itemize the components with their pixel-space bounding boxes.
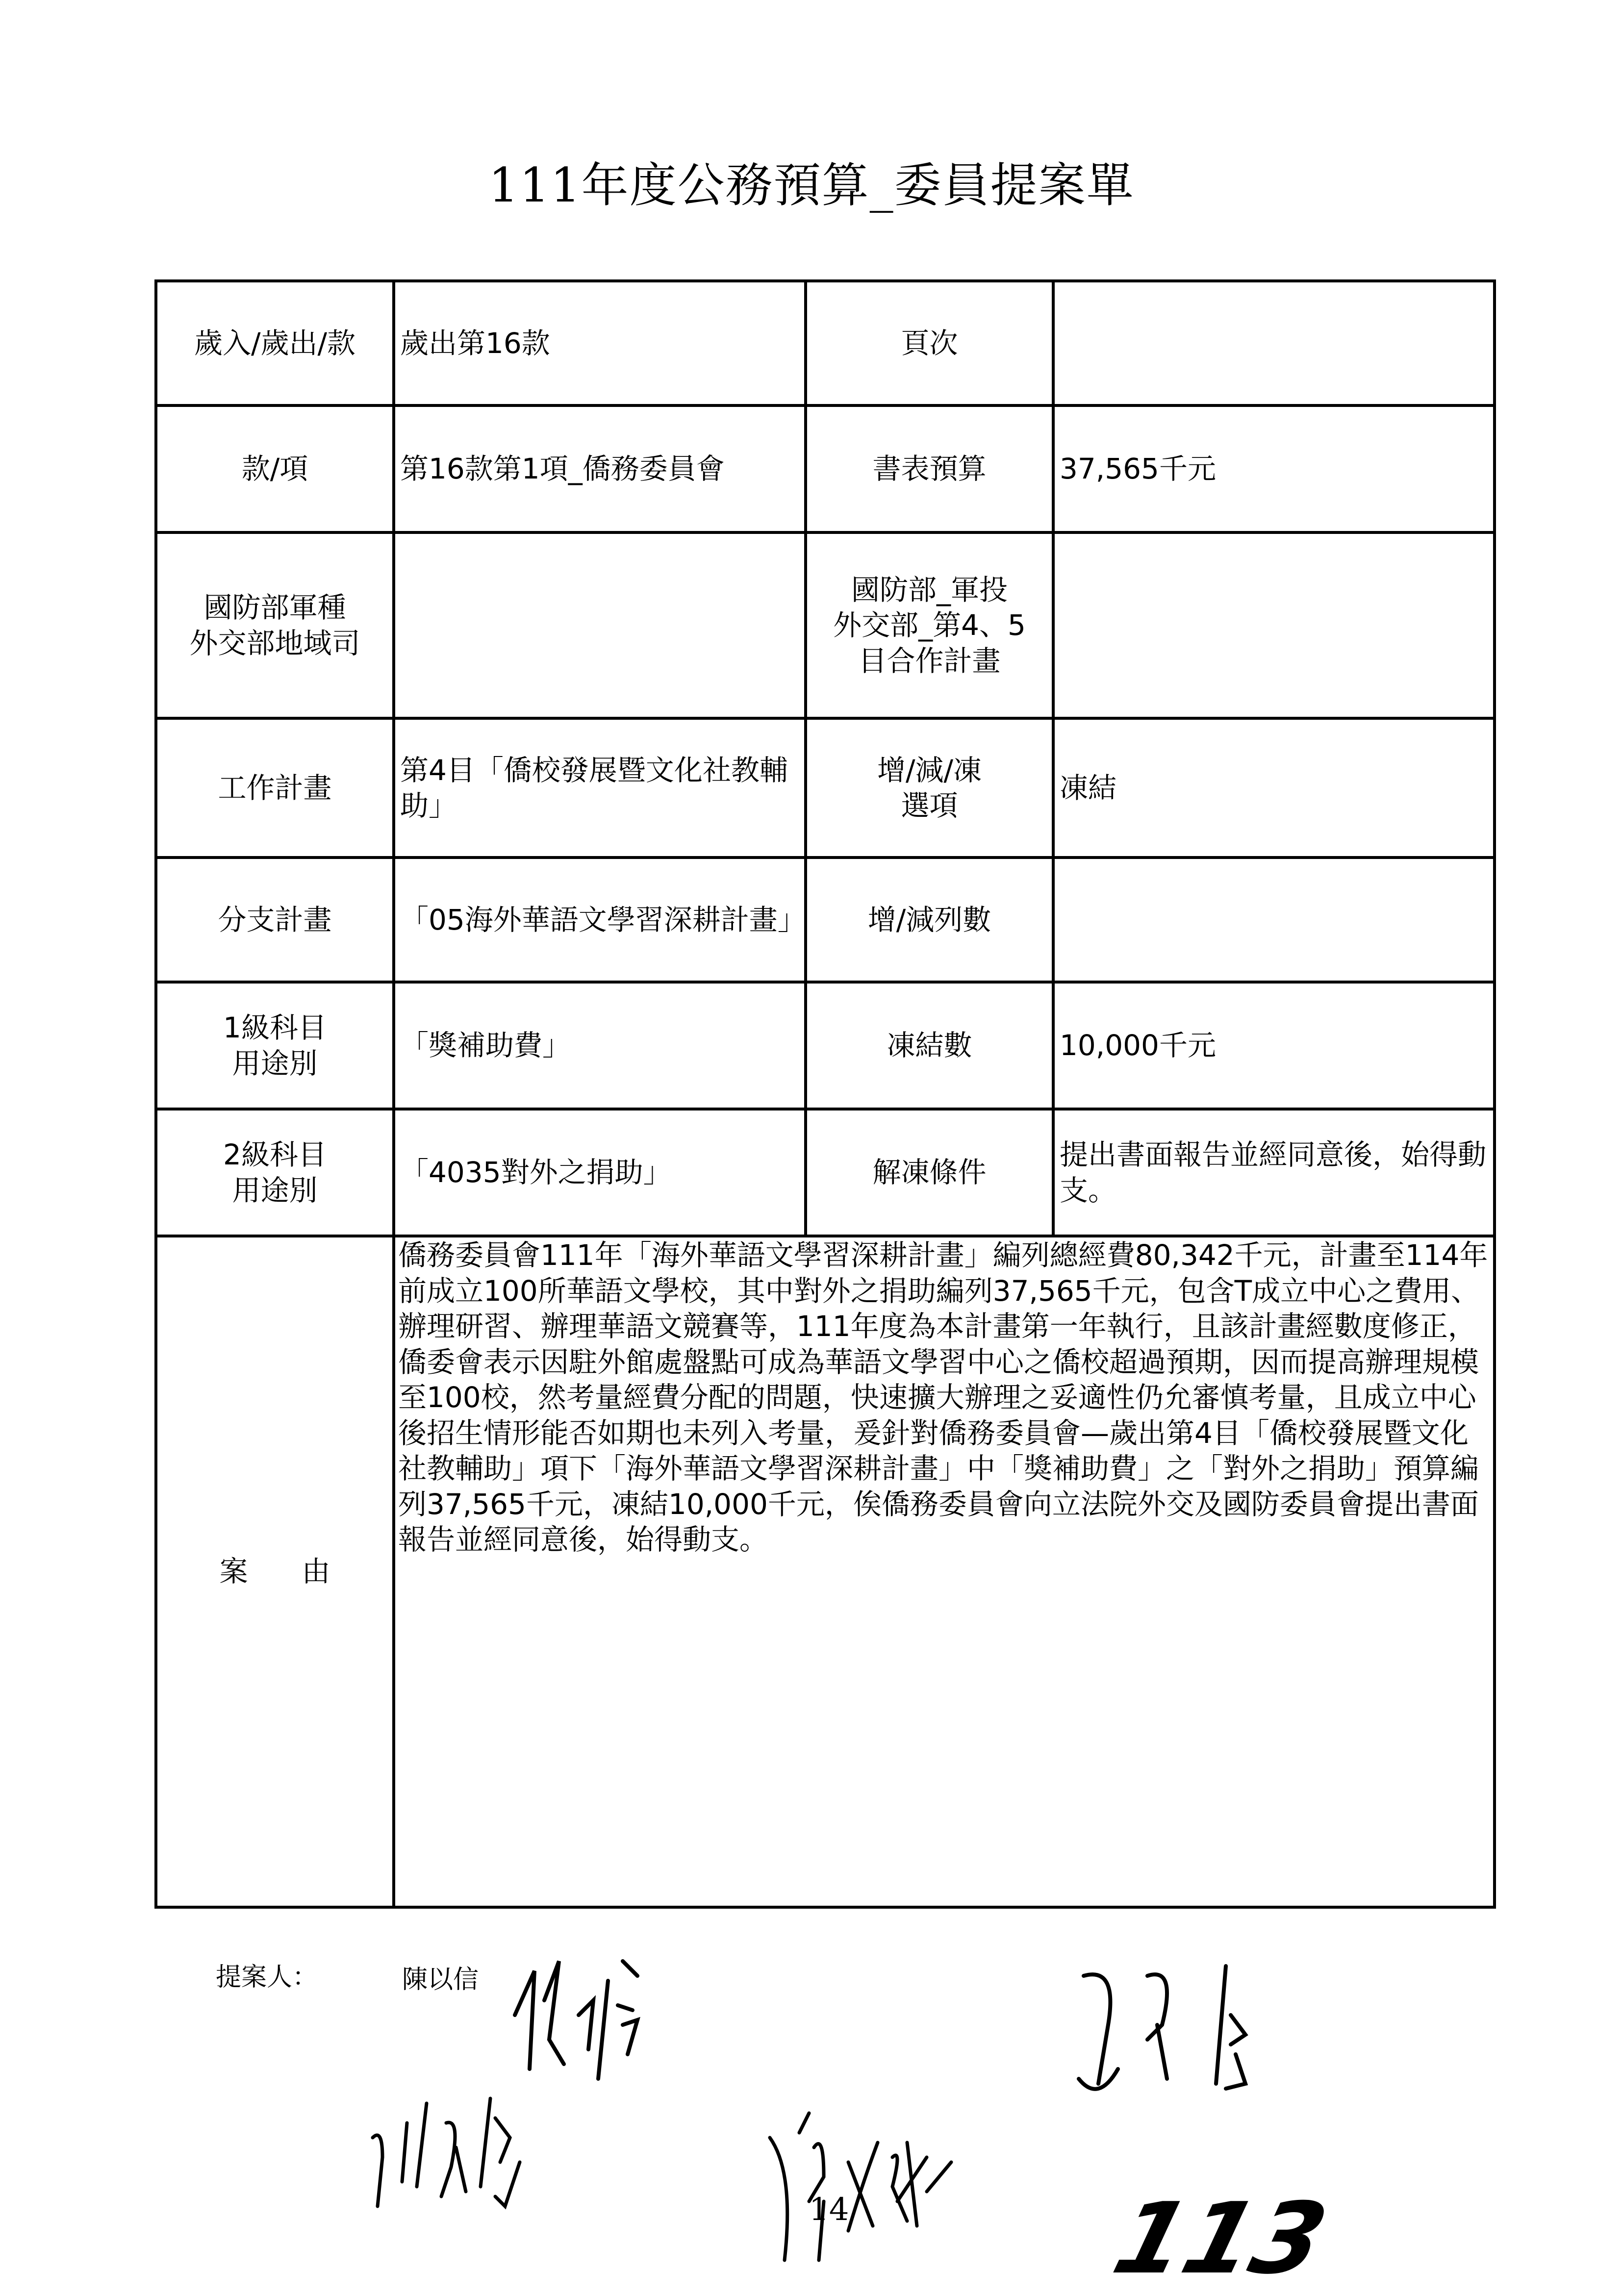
field-value [1053,281,1495,405]
field-label: 書表預算 [806,405,1053,532]
field-label: 增/減列數 [806,858,1053,982]
field-label: 工作計畫 [156,718,394,858]
proposer-name: 陳以信 [402,1965,479,1994]
table-row [156,858,1495,982]
table-row-reason [156,1236,1495,1907]
signature-2-strokes [1069,1956,1324,2103]
field-value: 10,000千元 [1053,982,1495,1109]
field-label: 頁次 [806,281,1053,405]
field-label: 解凍條件 [806,1109,1053,1236]
field-label: 款/項 [156,405,394,532]
table-row [156,718,1495,858]
field-label: 國防部軍種 外交部地域司 [156,532,394,718]
field-value: 第4目「僑校發展暨文化社教輔助」 [394,718,806,858]
table-row [156,1109,1495,1236]
signature-2 [1069,1956,1324,2105]
field-label: 歲入/歲出/款 [156,281,394,405]
signature-1 [500,1942,819,2091]
field-label: 國防部_軍投 外交部_第4、5 目合作計畫 [806,532,1053,718]
field-value: 凍結 [1053,718,1495,858]
field-value [1053,532,1495,718]
handwritten-number: 113 [1102,2182,1338,2296]
reason-text: 僑務委員會111年「海外華語文學習深耕計畫」編列總經費80,342千元，計畫至114年前成立100所華語文學校，其中對外之捐助編列37,565千元，包含T成立中心之費用、辦理研習、辦理華語文競賽等，111年度為本計畫第一年執行，且該計畫經數度修正，僑委會表示因駐外館處盤點可成為華語文學習中心之僑校超過預期，因而提高辦理規模至100校，然考量經費分配的問題，快速擴大辦理之妥適性仍允審慎考量，且成立中心後招生情形能否如期也未列入考量，爰針對僑務委員會—歲出第4目「僑校發展暨文化社教輔助」項下「海外華語文學習深耕計畫」中「獎補助費」之「對外之捐助」預算編列37,565千元，凍結10,000千元，俟僑務委員會向立法院外交及國防委員會提出書面報告並經同意後，始得動支。 [394,1236,1495,1907]
field-label: 增/減/凍 選項 [806,718,1053,858]
signature-4-strokes [765,2103,1108,2270]
field-value: 第16款第1項_僑務委員會 [394,405,806,532]
field-label: 分支計畫 [156,858,394,982]
table-row [156,281,1495,405]
table-row [156,982,1495,1109]
field-value: 37,565千元 [1053,405,1495,532]
proposer-label: 提案人： [216,1963,318,1992]
field-value: 提出書面報告並經同意後，始得動支。 [1053,1109,1495,1236]
field-label: 凍結數 [806,982,1053,1109]
signature-3-strokes [363,2089,657,2216]
field-value: 「4035對外之捐助」 [394,1109,806,1236]
page-number: 14 [809,2192,849,2228]
signature-4 [765,2103,1108,2272]
field-value: 「獎補助費」 [394,982,806,1109]
document-title: 111年度公務預算_委員提案單 [488,158,1135,213]
signature-1-strokes [500,1942,819,2089]
field-label: 1級科目 用途別 [156,982,394,1109]
proposal-form-table [154,279,1496,1909]
field-value: 「05海外華語文學習深耕計畫」 [394,858,806,982]
reason-label: 案由 [156,1236,394,1907]
field-label: 2級科目 用途別 [156,1109,394,1236]
table-row [156,405,1495,532]
field-value: 歲出第16款 [394,281,806,405]
field-value [1053,858,1495,982]
table-row [156,532,1495,718]
signature-3 [363,2089,657,2218]
field-value [394,532,806,718]
